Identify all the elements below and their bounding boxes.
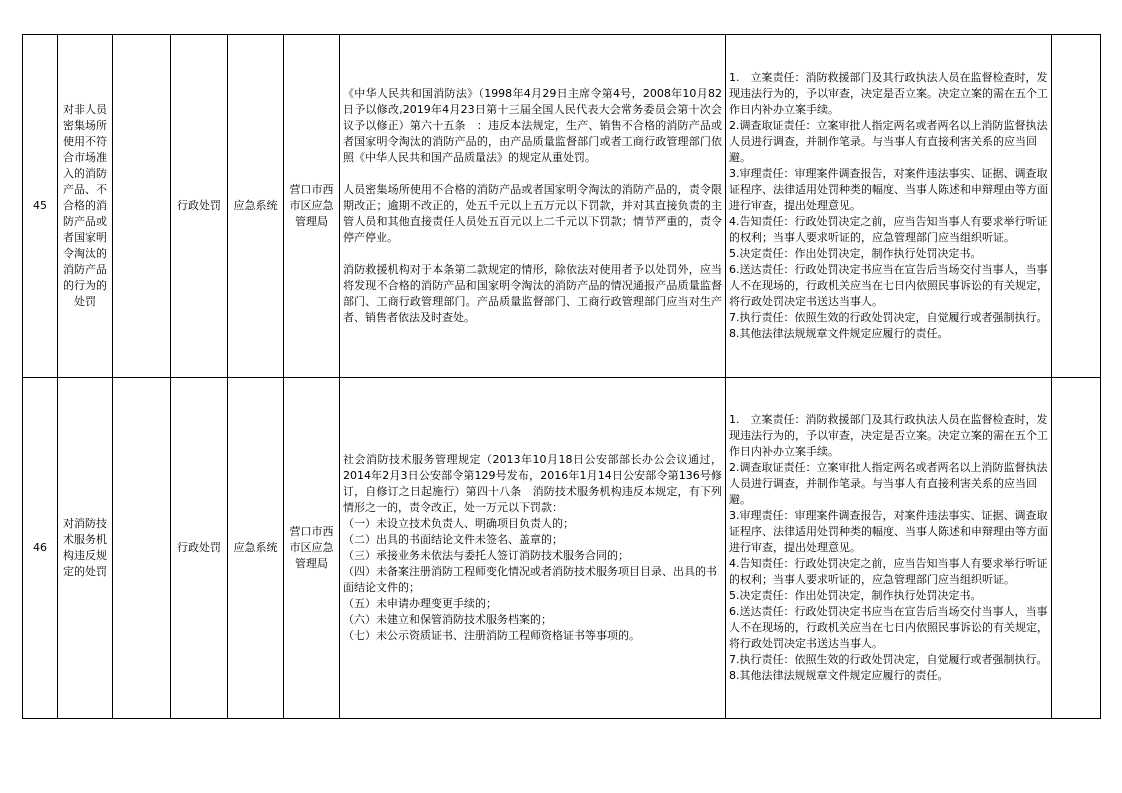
responsibility-item: 6.送达责任：行政处罚决定书应当在宣告后当场交付当事人，当事人不在现场的，行政机关应当在七日内依照民事诉讼的有关规定，将行政处罚决定书送达当事人。 <box>729 605 1048 650</box>
table-row <box>23 378 1101 719</box>
empty-cell <box>113 378 171 719</box>
responsibility-item: 4.告知责任：行政处罚决定之前，应当告知当事人有要求举行听证的权利；当事人要求听证的，应急管理部门应当组织听证。 <box>729 557 1048 586</box>
row-number: 45 <box>23 35 58 378</box>
responsibility-item: 5.决定责任：作出处罚决定，制作执行处罚决定书。 <box>729 247 982 260</box>
basis-paragraph: 社会消防技术服务管理规定（2013年10月18日公安部部长办公会议通过，2014年2月3日公安部令第129号发布，2016年1月14日公安部令第136号修订，自修订之日起施行）第四十八条 消防技术服务机构违反本规定，有下列情形之一的，责令改正，处一万元以下罚款： <box>343 453 722 514</box>
responsibility-item: 8.其他法律法规规章文件规定应履行的责任。 <box>729 327 949 340</box>
basis-clause: （七）未公示资质证书、注册消防工程师资格证书等事项的。 <box>343 629 640 642</box>
responsibility-item: 5.决定责任：作出处罚决定，制作执行处罚决定书。 <box>729 589 982 602</box>
responsibility-item: 1. 立案责任：消防救援部门及其行政执法人员在监督检查时，发现违法行为的，予以审查，决定是否立案。决定立案的需在五个工作日内补办立案手续。 <box>729 413 1048 458</box>
basis-clause: （四）未备案注册消防工程师变化情况或者消防技术服务项目目录、出具的书面结论文件的； <box>343 565 717 594</box>
basis-clause: （二）出具的书面结论文件未签名、盖章的； <box>343 533 563 546</box>
empty-cell <box>1052 35 1101 378</box>
implementing-org: 营口市西市区应急管理局 <box>284 378 340 719</box>
power-list-table <box>22 34 1101 719</box>
responsibility-list <box>726 378 1052 719</box>
implementing-org: 营口市西市区应急管理局 <box>284 35 340 378</box>
item-name: 对非人员密集场所使用不符合市场准入的消防产品、不合格的消防产品或者国家明令淘汰的消防产品的行为的处罚 <box>58 35 113 378</box>
item-system: 应急系统 <box>228 378 284 719</box>
responsibility-item: 2.调查取证责任：立案审批人指定两名或者两名以上消防监督执法人员进行调查，并制作笔录。与当事人有直接利害关系的应当回避。 <box>729 461 1048 506</box>
responsibility-item: 7.执行责任：依照生效的行政处罚决定，自觉履行或者强制执行。 <box>729 311 1048 324</box>
item-system: 应急系统 <box>228 35 284 378</box>
basis-clause: （一）未设立技术负责人、明确项目负责人的； <box>343 517 574 530</box>
responsibility-item: 4.告知责任：行政处罚决定之前，应当告知当事人有要求举行听证的权利；当事人要求听证的，应急管理部门应当组织听证。 <box>729 215 1048 244</box>
responsibility-item: 6.送达责任：行政处罚决定书应当在宣告后当场交付当事人，当事人不在现场的，行政机关应当在七日内依照民事诉讼的有关规定，将行政处罚决定书送达当事人。 <box>729 263 1048 308</box>
legal-basis <box>340 35 726 378</box>
item-category: 行政处罚 <box>171 35 228 378</box>
item-category: 行政处罚 <box>171 378 228 719</box>
legal-basis <box>340 378 726 719</box>
basis-paragraph: 消防救援机构对于本条第二款规定的情形，除依法对使用者予以处罚外，应当将发现不合格的消防产品和国家明令淘汰的消防产品的情况通报产品质量监督部门、工商行政管理部门。产品质量监督部门、工商行政管理部门应当对生产者、销售者依法及时查处。 <box>343 263 722 324</box>
row-number: 46 <box>23 378 58 719</box>
basis-clause: （三）承接业务未依法与委托人签订消防技术服务合同的； <box>343 549 629 562</box>
responsibility-item: 8.其他法律法规规章文件规定应履行的责任。 <box>729 669 949 682</box>
responsibility-item: 3.审理责任：审理案件调查报告，对案件违法事实、证据、调查取证程序、法律适用处罚种类的幅度、当事人陈述和申辩理由等方面进行审查，提出处理意见。 <box>729 167 1048 212</box>
responsibility-item: 2.调查取证责任：立案审批人指定两名或者两名以上消防监督执法人员进行调查，并制作笔录。与当事人有直接利害关系的应当回避。 <box>729 119 1048 164</box>
empty-cell <box>113 35 171 378</box>
responsibility-item: 1. 立案责任：消防救援部门及其行政执法人员在监督检查时，发现违法行为的，予以审查，决定是否立案。决定立案的需在五个工作日内补办立案手续。 <box>729 71 1048 116</box>
empty-cell <box>1052 378 1101 719</box>
responsibility-item: 7.执行责任：依照生效的行政处罚决定，自觉履行或者强制执行。 <box>729 653 1048 666</box>
responsibility-list <box>726 35 1052 378</box>
basis-paragraph: 人员密集场所使用不合格的消防产品或者国家明令淘汰的消防产品的，责令限期改正；逾期不改正的，处五千元以上五万元以下罚款，并对其直接负责的主管人员和其他直接责任人员处五百元以上二千元以下罚款；情节严重的，责令停产停业。 <box>343 183 722 244</box>
basis-paragraph: 《中华人民共和国消防法》（1998年4月29日主席令第4号，2008年10月82日予以修改,2019年4月23日第十三届全国人民代表大会常务委员会第十次会议予以修正）第六十五条 ：违反本法规定，生产、销售不合格的消防产品或者国家明令淘汰的消防产品的，由产品质量监督部门或者工商行政管理部门依照《中华人民共和国产品质量法》的规定从重处罚。 <box>343 87 722 164</box>
table-row <box>23 35 1101 378</box>
item-name: 对消防技术服务机构违反规定的处罚 <box>58 378 113 719</box>
responsibility-item: 3.审理责任：审理案件调查报告，对案件违法事实、证据、调查取证程序、法律适用处罚种类的幅度、当事人陈述和申辩理由等方面进行审查，提出处理意见。 <box>729 509 1048 554</box>
basis-clause: （六）未建立和保管消防技术服务档案的； <box>343 613 552 626</box>
basis-clause: （五）未申请办理变更手续的； <box>343 597 497 610</box>
